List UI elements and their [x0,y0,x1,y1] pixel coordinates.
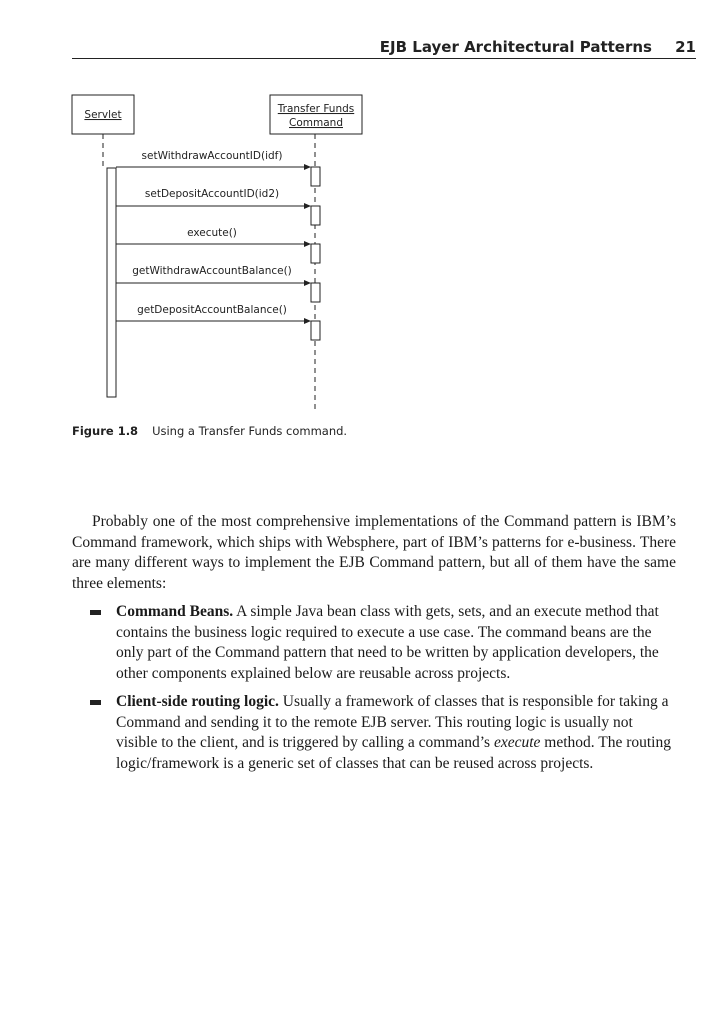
actor-servlet-label: Servlet [84,109,122,121]
command-activation [311,283,320,302]
actor-command-label-line2: Command [289,117,343,129]
actor-command-label-line1: Transfer Funds [277,103,355,115]
message-label: setDepositAccountID(id2) [144,188,280,200]
command-activation [311,321,320,340]
arrowhead [304,280,311,286]
bullet-text: A simple Java bean class with gets, sets, and an execute method that contains the business logic required to execute a use case. The command beans are the only part of the Command pattern that need to be written by application developers, the other components explained below are reusable across projects. [116,603,659,682]
list-item [72,692,676,774]
bullet-text: Usually a framework of classes that is responsible for taking a Command and sending it to the remote EJB server. This routing logic is usually not visible to the client, and is triggered by calling a command’s [116,693,669,751]
message-label: getDepositAccountBalance() [137,304,287,316]
bullet-list [72,602,676,774]
arrowhead [304,318,311,324]
body-text [72,512,676,782]
figure-label: Figure 1.8 [72,424,139,438]
arrowhead [304,241,311,247]
figure-caption-text: Using a Transfer Funds command. [152,424,348,438]
intro-paragraph: Probably one of the most comprehensive implementations of the Command pattern is IBM’s Command framework, which ships with Websphere, part of IBM’s patterns for e-business. There are many different ways to implement the EJB Command pattern, but all of them have the same three elements: [72,513,676,592]
command-activation [311,167,320,186]
message-label: setWithdrawAccountID(idf) [141,150,283,162]
servlet-activation [107,168,116,397]
arrowhead [304,203,311,209]
command-activation [311,206,320,225]
bullet-square-icon [90,610,101,615]
message-label: getWithdrawAccountBalance() [132,265,292,277]
command-activation [311,244,320,263]
bullet-title: Client-side routing logic. [116,693,279,710]
bullet-square-icon [90,700,101,705]
list-item [72,602,676,684]
bullet-title: Command Beans. [116,603,234,620]
sequence-diagram [0,0,720,420]
figure-caption [72,424,347,438]
message-label: execute() [187,227,237,239]
arrowhead [304,164,311,170]
bullet-text-italic: execute [493,734,541,751]
bullet-text: method. The routing logic/framework is a generic set of classes that can be reused across projects. [116,734,671,772]
running-title: EJB Layer Architectural Patterns [379,38,652,56]
page-number: 21 [675,38,696,56]
